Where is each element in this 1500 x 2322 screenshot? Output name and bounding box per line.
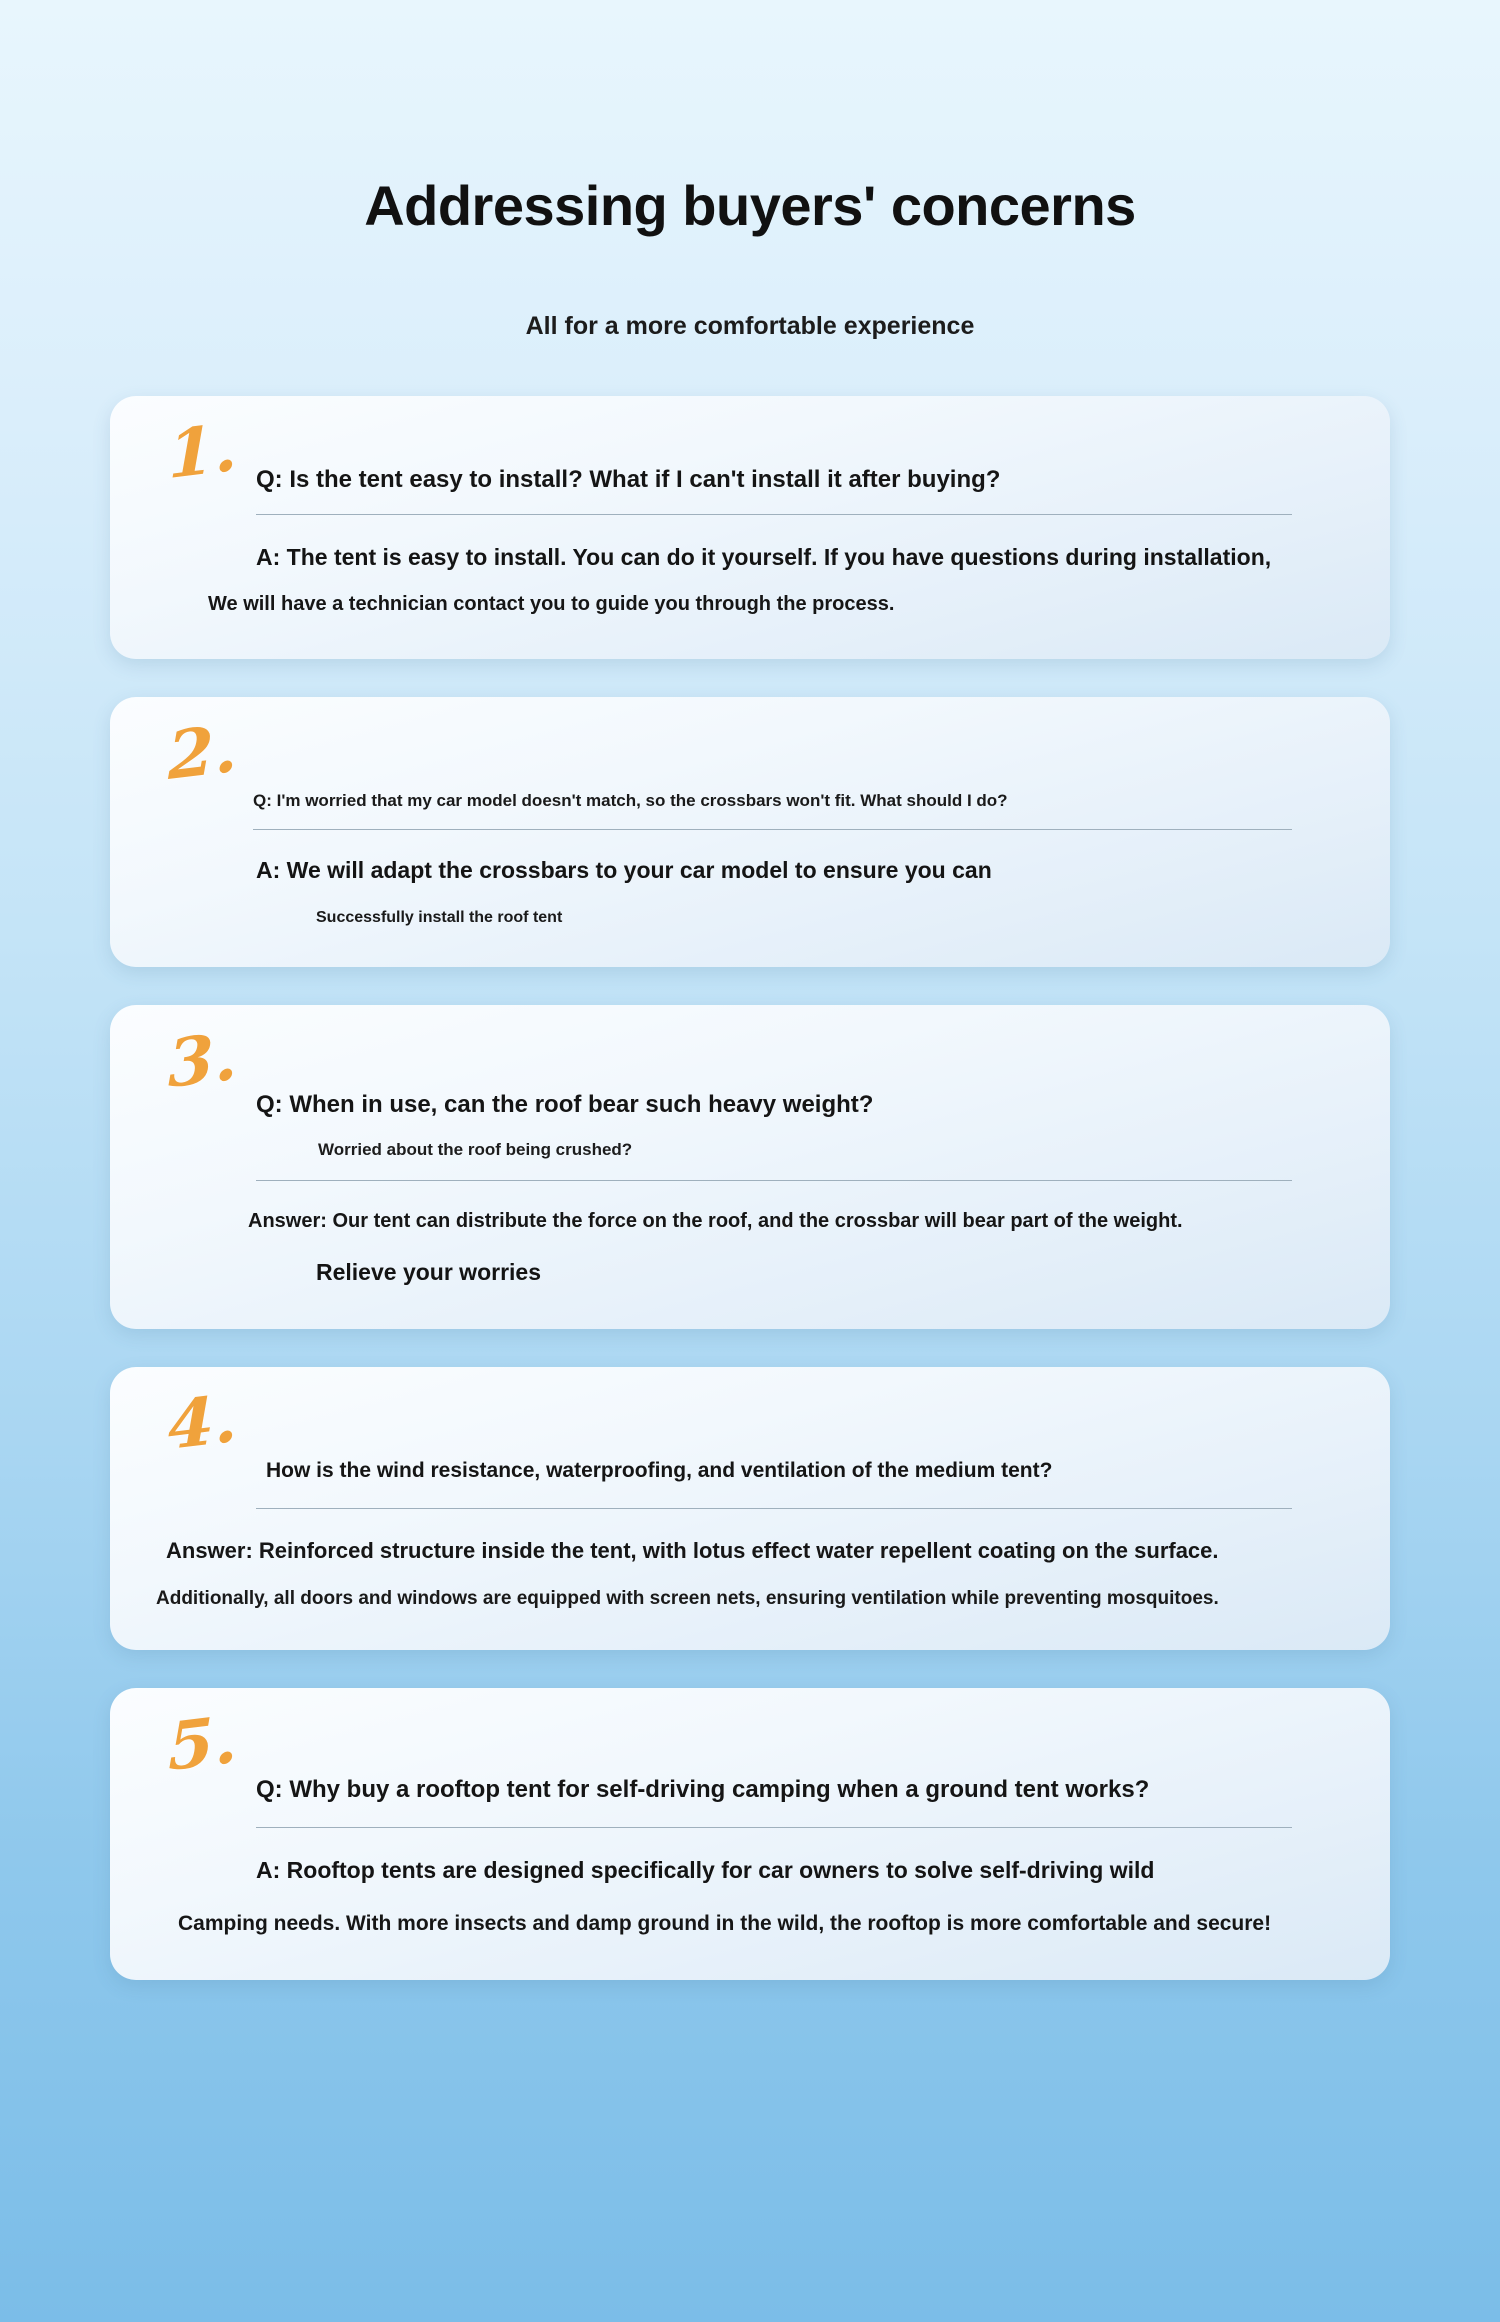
faq-answer-line-1: A: We will adapt the crossbars to your car model to ensure you can	[256, 857, 992, 884]
faq-question: Q: Is the tent easy to install? What if I can't install it after buying?	[256, 465, 1001, 493]
faq-question: Q: Why buy a rooftop tent for self-driving camping when a ground tent works?	[256, 1776, 1150, 1804]
faq-card	[110, 396, 1390, 660]
faq-answer-line-2: Additionally, all doors and windows are equipped with screen nets, ensuring ventilation while preventing mosquitoes.	[156, 1588, 1219, 1610]
faq-card	[110, 697, 1390, 967]
faq-divider	[256, 1508, 1292, 1509]
faq-answer-line-2: Relieve your worries	[316, 1258, 541, 1285]
page-subtitle: All for a more comfortable experience	[525, 311, 975, 340]
page-title: Addressing buyers' concerns	[364, 174, 1136, 237]
faq-number: 1.	[167, 407, 238, 494]
faq-question: Q: When in use, can the roof bear such heavy weight?	[256, 1091, 874, 1119]
faq-divider	[256, 1827, 1292, 1828]
faq-divider	[253, 829, 1292, 830]
faq-card	[110, 1005, 1390, 1329]
faq-question: Q: I'm worried that my car model doesn't match, so the crossbars won't fit. What should I do?	[253, 791, 1008, 811]
faq-card-list	[110, 396, 1390, 1980]
faq-number: 3.	[167, 1017, 238, 1104]
faq-card	[110, 1367, 1390, 1650]
faq-number: 2.	[167, 709, 238, 796]
faq-answer-line-1: A: The tent is easy to install. You can do it yourself. If you have questions during installation,	[256, 543, 1272, 570]
faq-number: 5.	[167, 1700, 238, 1787]
faq-answer-line-2: Successfully install the roof tent	[316, 909, 563, 927]
faq-question: How is the wind resistance, waterproofing, and ventilation of the medium tent?	[266, 1459, 1053, 1483]
faq-answer-line-2: Camping needs. With more insects and damp ground in the wild, the rooftop is more comfortable and secure!	[178, 1912, 1272, 1936]
faq-number: 4.	[167, 1379, 238, 1466]
faq-divider	[256, 514, 1292, 515]
faq-card	[110, 1688, 1390, 1979]
faq-answer-line-1: Answer: Our tent can distribute the force on the roof, and the crossbar will bear part of the weight.	[248, 1209, 1183, 1232]
faq-divider	[256, 1180, 1292, 1181]
faq-answer-line-1: A: Rooftop tents are designed specifically for car owners to solve self-driving wild	[256, 1856, 1155, 1883]
faq-question-sub: Worried about the roof being crushed?	[318, 1139, 633, 1159]
faq-answer-line-2: We will have a technician contact you to guide you through the process.	[208, 593, 895, 616]
faq-answer-line-1: Answer: Reinforced structure inside the tent, with lotus effect water repellent coating on the surface.	[166, 1537, 1219, 1563]
